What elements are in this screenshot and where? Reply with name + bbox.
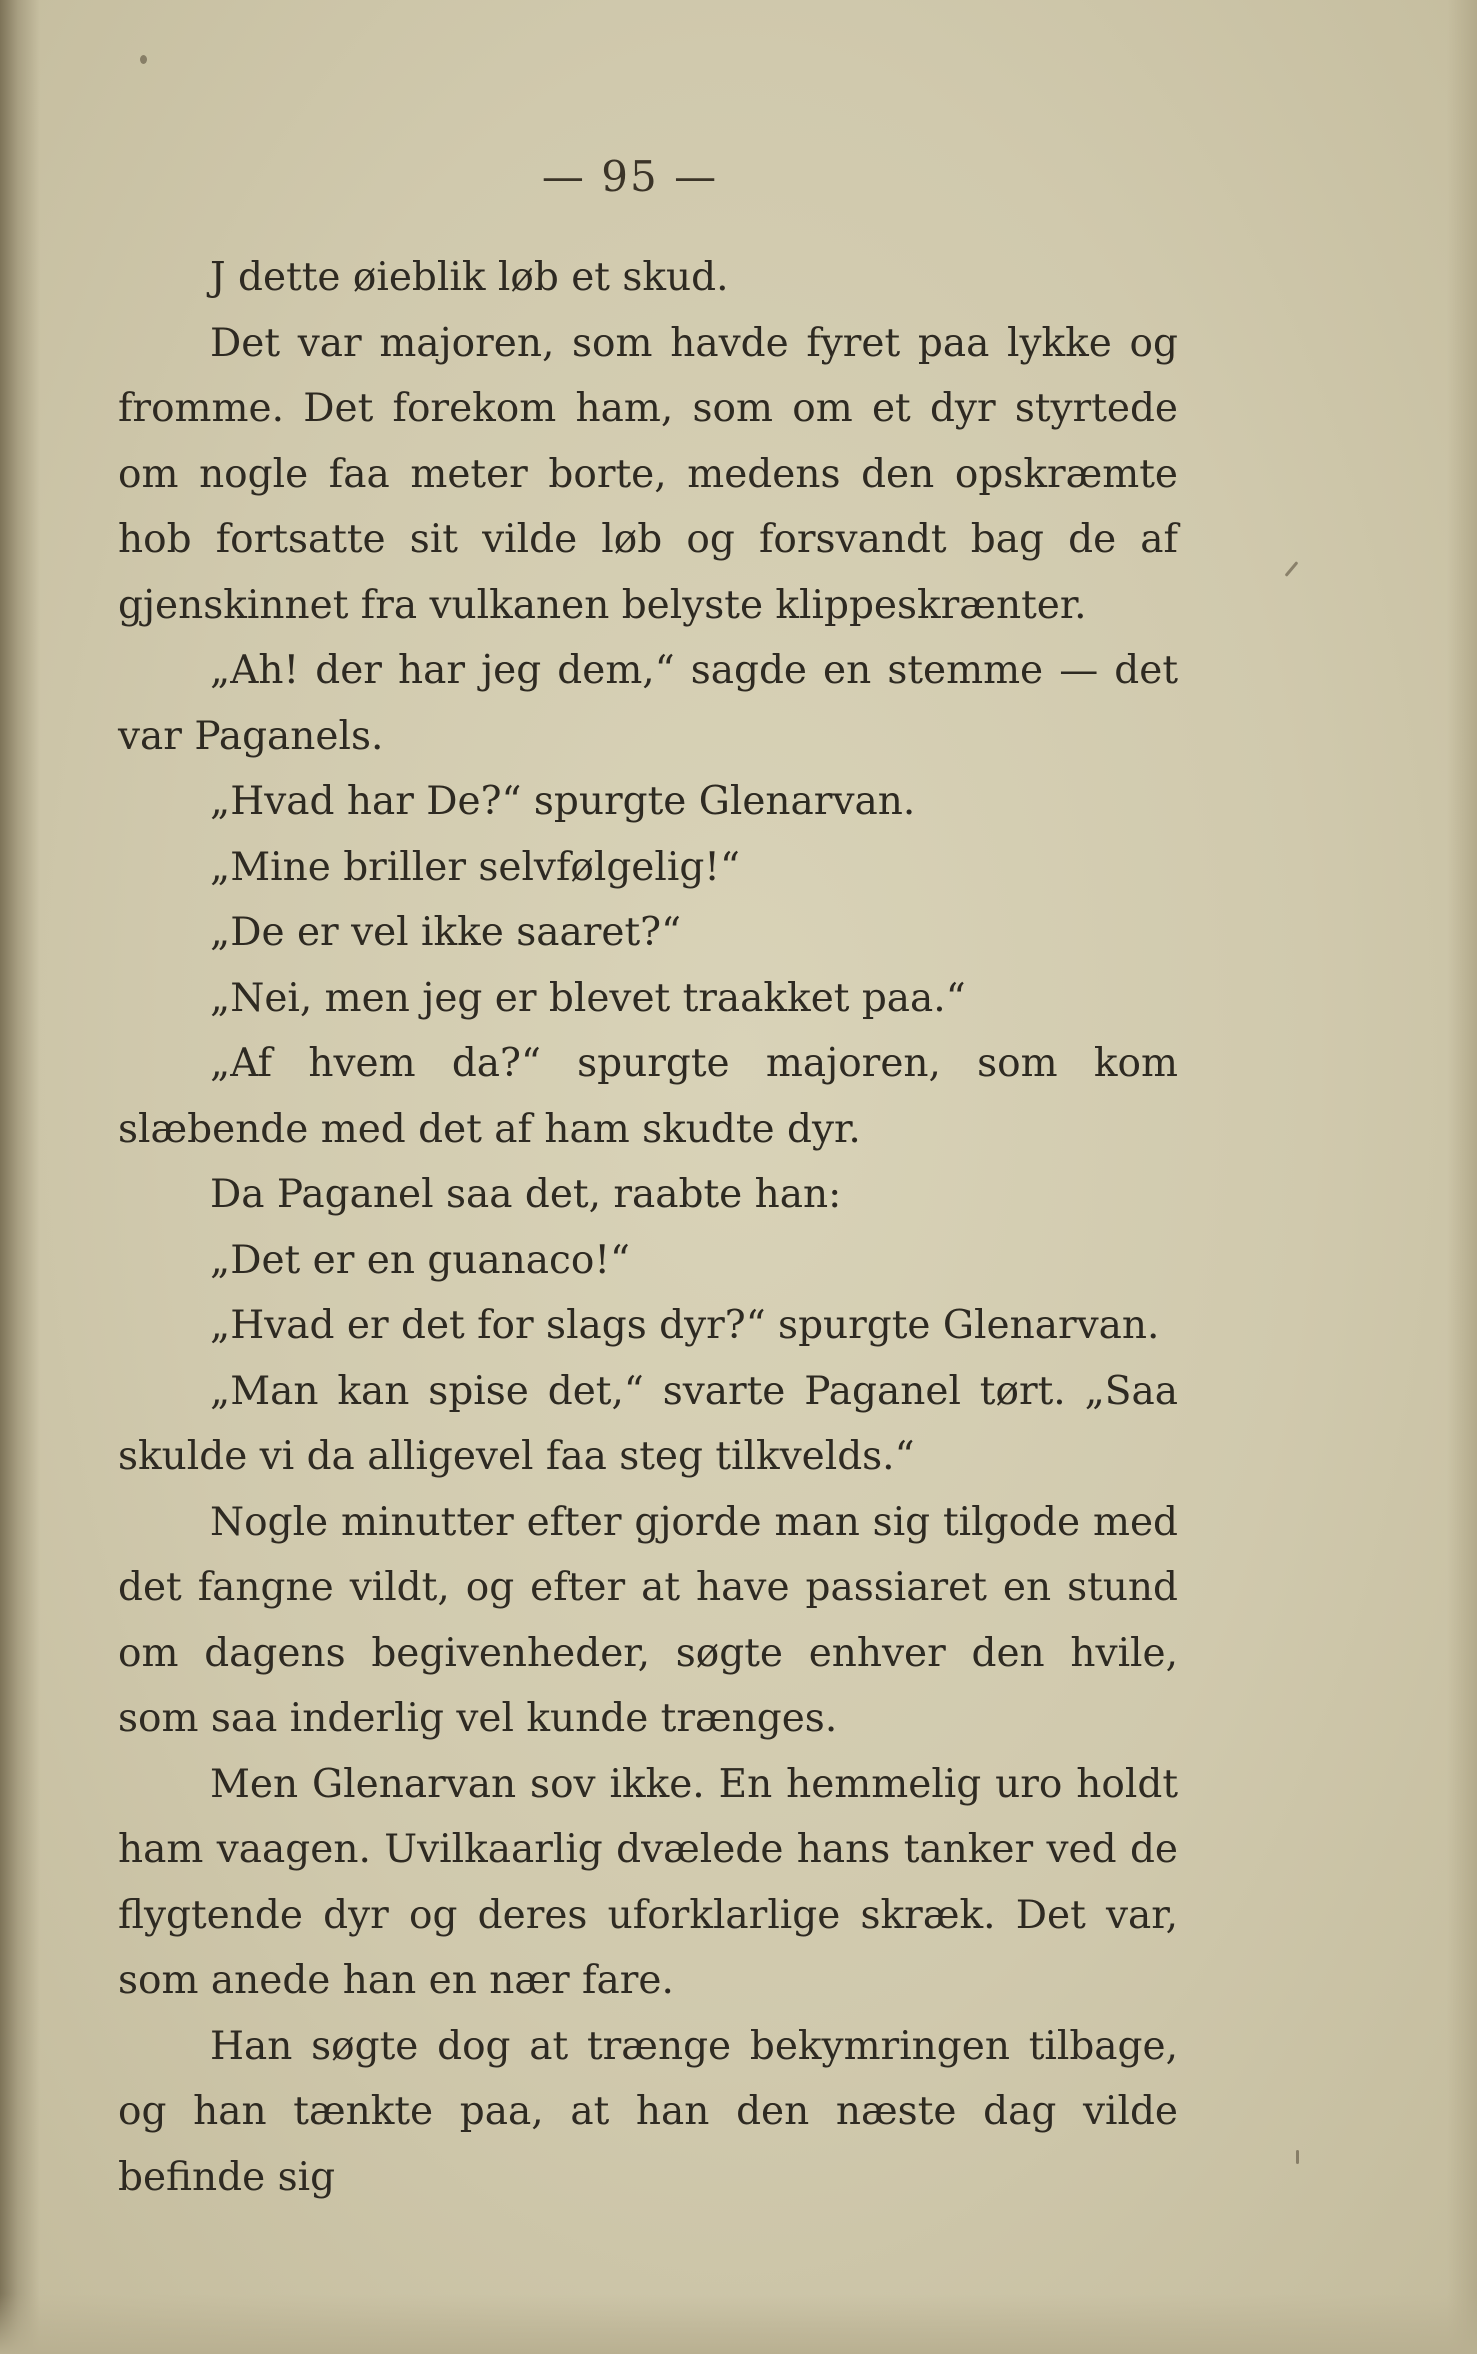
page-number: — 95 —: [541, 152, 719, 201]
paragraph: „Det er en guanaco!“: [210, 1237, 630, 1283]
paragraph: Det var majoren, som havde fyret paa lykke og fromme. Det forekom ham, som om et dyr styrtede om nogle faa meter borte, medens den opskræmte hob fortsatte sit vilde løb og forsvandt bag de af gjenskinnet fra vulkanen belyste klippeskrænter.: [118, 320, 1178, 628]
paragraph: J dette øieblik løb et skud.: [210, 255, 729, 300]
paragraph: „Hvad er det for slags dyr?“ spurgte Glenarvan.: [210, 1303, 1160, 1348]
paragraph: Han søgte dog at trænge bekymringen tilbage, og han tænkte paa, at han den næste dag vilde befinde sig: [118, 2023, 1178, 2200]
page-edge: [1447, 0, 1477, 2354]
paragraph: „De er vel ikke saaret?“: [210, 910, 682, 955]
binding-shadow: [0, 0, 40, 2354]
paragraph: „Mine briller selvfølgelig!“: [210, 844, 740, 890]
paragraph: „Nei, men jeg er blevet traakket paa.“: [210, 975, 966, 1021]
paragraph: „Man kan spise det,“ svarte Paganel tørt. „Saa skulde vi da alligevel faa steg tilkvelds.“: [118, 1368, 1178, 1479]
paper-speck: [140, 55, 147, 64]
paper-speck: [1285, 561, 1299, 577]
paragraph: Men Glenarvan sov ikke. En hemmelig uro holdt ham vaagen. Uvilkaarlig dvælede hans tanker ved de flygtende dyr og deres uforklarlige skræk. Det var, som anede han en nær fare.: [118, 1761, 1178, 2003]
body-text: [118, 245, 1178, 2210]
paper-speck: [1296, 2150, 1299, 2164]
page-bottom-edge: [0, 2294, 1477, 2354]
paragraph: Nogle minutter efter gjorde man sig tilgode med det fangne vildt, og efter at have passiaret en stund om dagens begivenheder, søgte enhver den hvile, som saa inderlig vel kunde trænges.: [118, 1499, 1178, 1741]
paragraph: Da Paganel saa det, raabte han:: [210, 1172, 842, 1217]
paragraph: „Hvad har De?“ spurgte Glenarvan.: [210, 779, 916, 824]
paragraph: „Ah! der har jeg dem,“ sagde en stemme — det var Paganels.: [118, 648, 1178, 759]
paragraph: „Af hvem da?“ spurgte majoren, som kom slæbende med det af ham skudte dyr.: [118, 1041, 1178, 1152]
